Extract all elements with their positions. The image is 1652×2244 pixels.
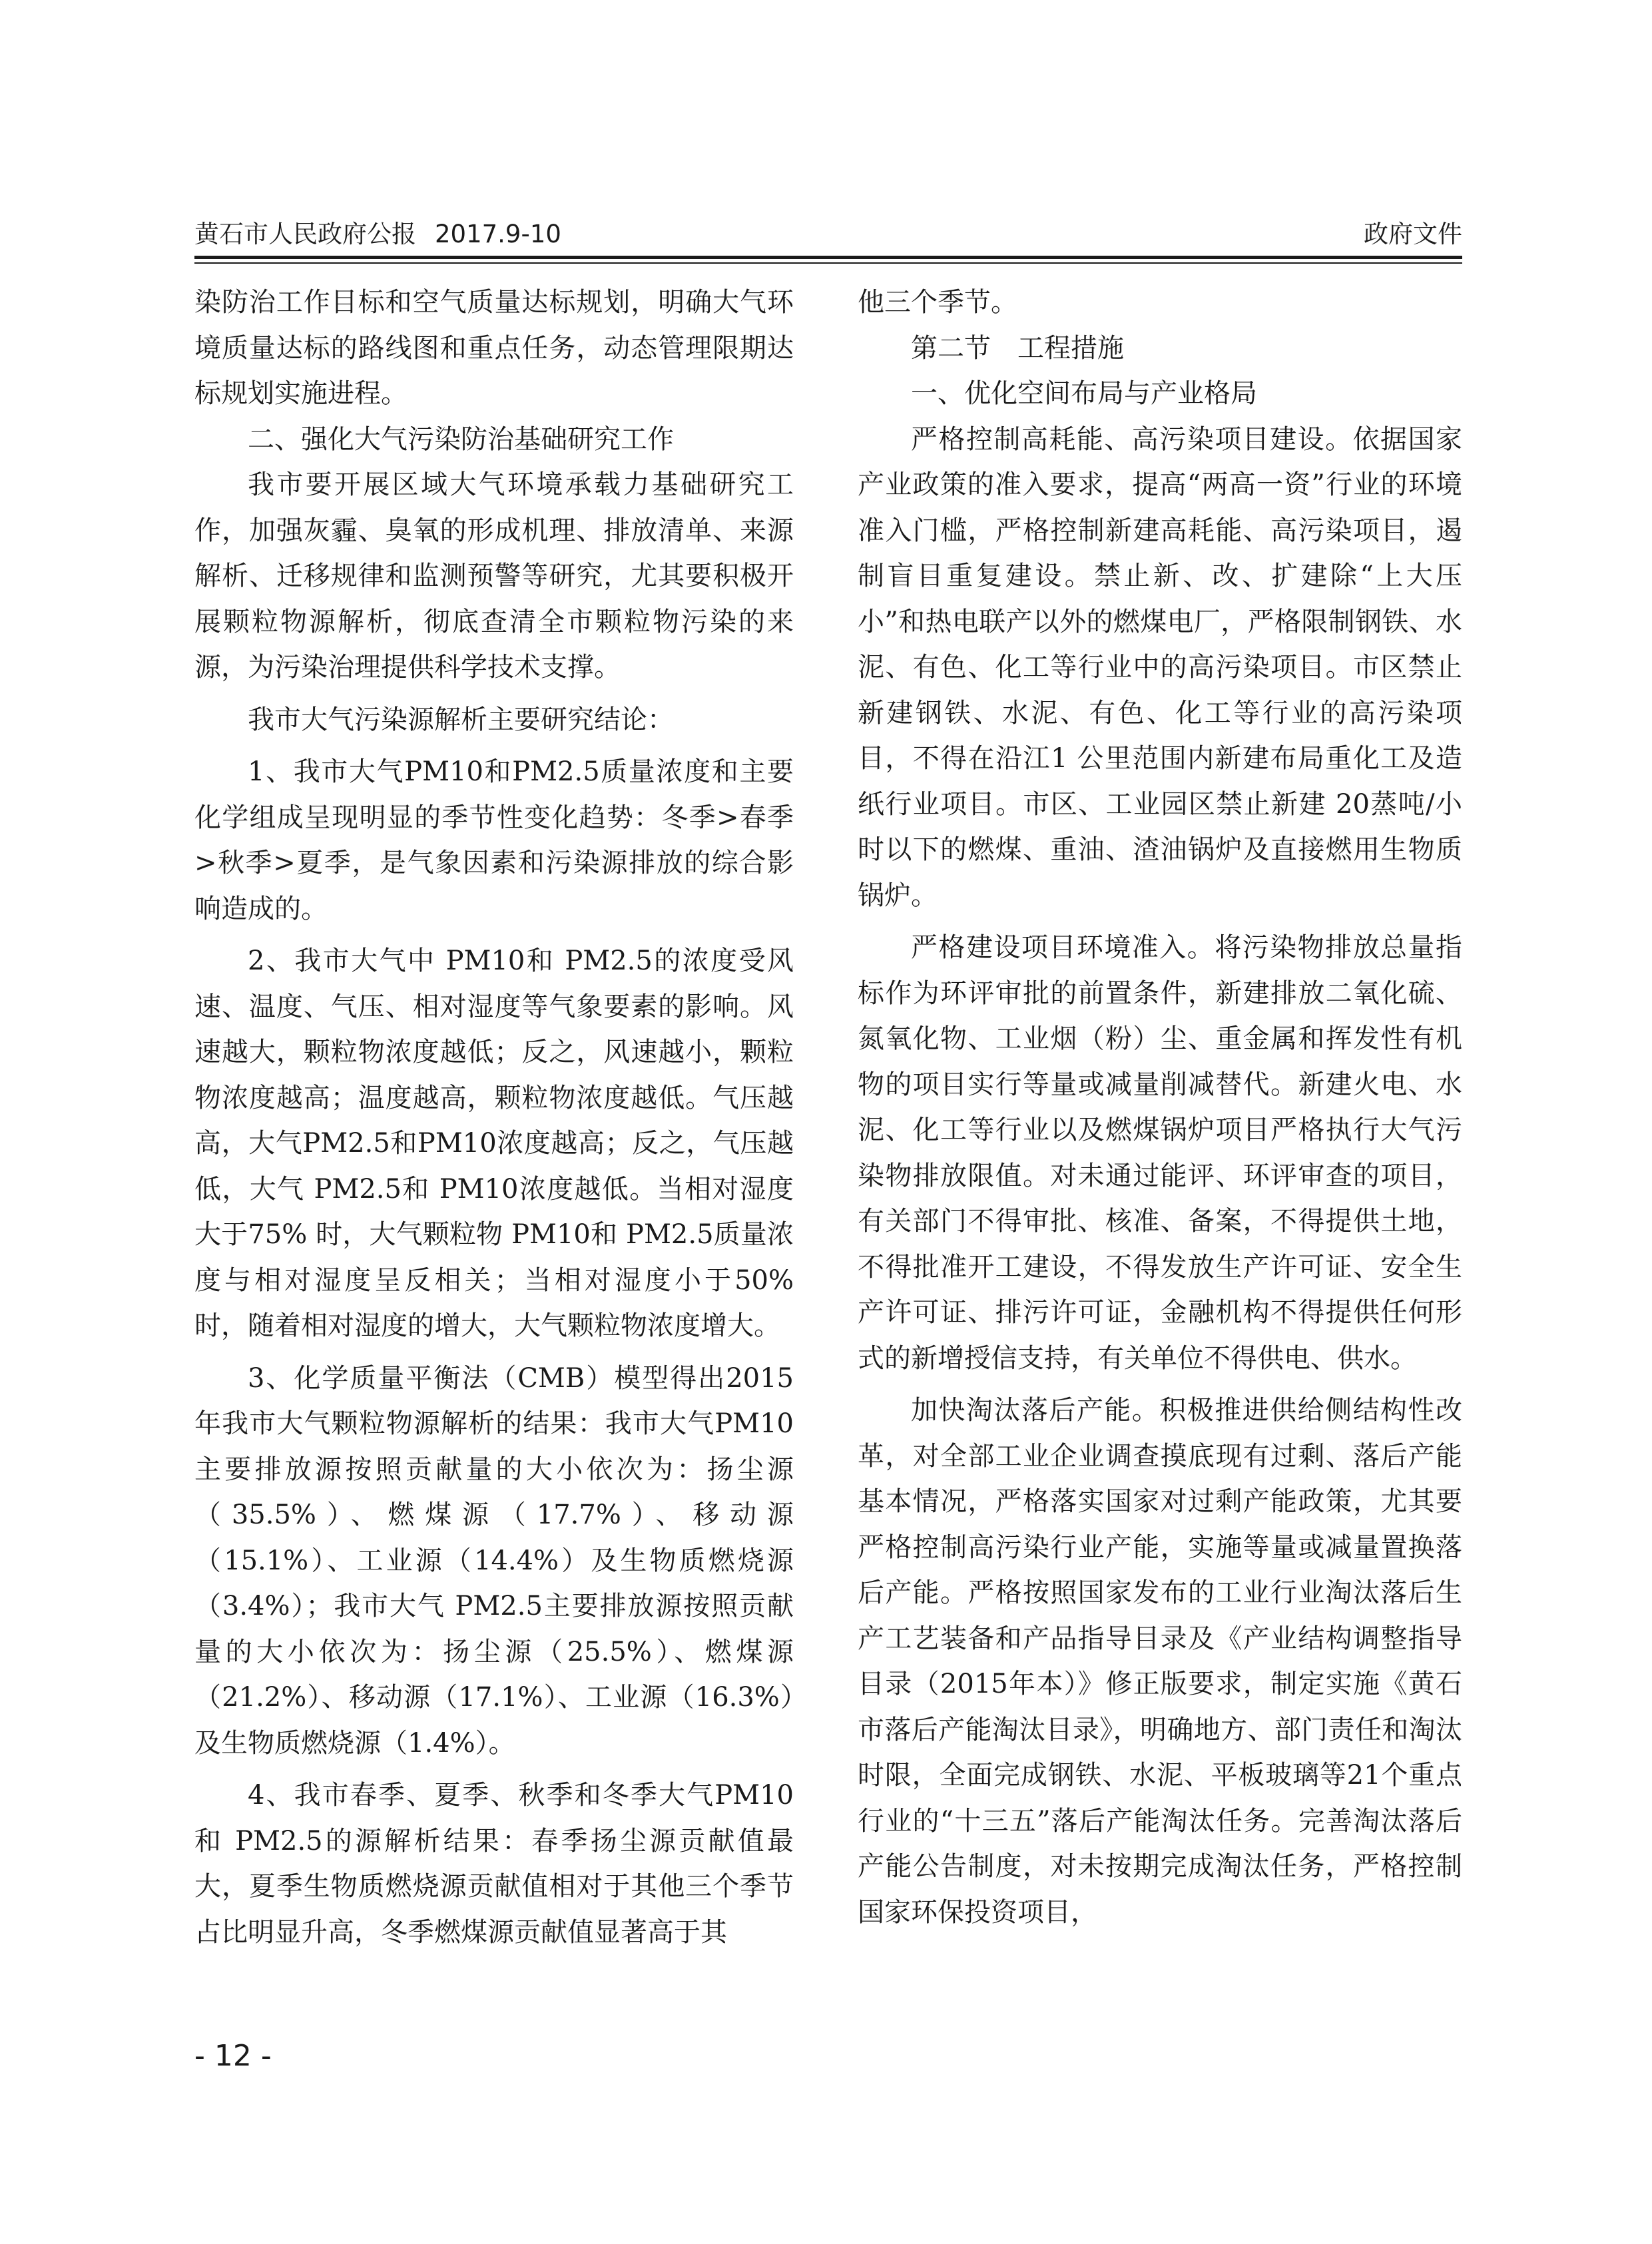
paragraph-high-pollution-control: 严格控制高耗能、高污染项目建设。依据国家产业政策的准入要求，提高“两高一资”行业的环境准入门槛，严格控制新建高耗能、高污染项目，遏制盲目重复建设。禁止新、改、扩建除“上大压小”和热电联产以外的燃煤电厂，严格限制钢铁、水泥、有色、化工等行业中的高污染项目。市区禁止新建钢铁、水泥、有色、化工等行业的高污染项目，不得在沿江1 公里范围内新建布局重化工及造纸行业项目。市区、工业园区禁止新建 20蒸吨/小时以下的燃煤、重油、渣油锅炉及直接燃用生物质锅炉。 xyxy=(858,423,1462,911)
paragraph-continued: 染防治工作目标和空气质量达标规划，明确大气环境质量达标的路线图和重点任务，动态管理限期达标规划实施进程。 xyxy=(194,287,794,409)
paragraph-conclusion-1: 1、我市大气PM10和PM2.5质量浓度和主要化学组成呈现明显的季节性变化趋势：冬季>春季>秋季>夏季，是气象因素和污染源排放的综合影响造成的。 xyxy=(194,756,794,924)
section-title: 政府文件 xyxy=(1364,220,1462,248)
header-rule-thick xyxy=(194,256,1462,259)
paragraph-eliminate-capacity: 加快淘汰落后产能。积极推进供给侧结构性改革，对全部工业企业调查摸底现有过剩、落后产能基本情况，严格落实国家对过剩产能政策，尤其要严格控制高污染行业产能，实施等量或减量置换落后产能。严格按照国家发布的工业行业淘汰落后生产工艺装备和产品指导目录及《产业结构调整指导目录（2015年本）》修正版要求，制定实施《黄石市落后产能淘汰目录》，明确地方、部门责任和淘汰时限，全面完成钢铁、水泥、平板玻璃等21个重点行业的“十三五”落后产能淘汰任务。完善淘汰落后产能公告制度，对未按期完成淘汰任务，严格控制国家环保投资项目， xyxy=(858,1395,1462,1928)
paragraph-conclusion-4: 4、我市春季、夏季、秋季和冬季大气PM10和 PM2.5的源解析结果：春季扬尘源贡献值最大，夏季生物质燃烧源贡献值相对于其他三个季节占比明显升高，冬季燃煤源贡献值显著高于其 xyxy=(194,1780,794,1948)
page-header xyxy=(194,214,1462,254)
header-left xyxy=(194,214,580,254)
subsection-heading-layout: 一、优化空间布局与产业格局 xyxy=(911,378,1257,409)
section-heading-research: 二、强化大气污染防治基础研究工作 xyxy=(248,423,674,455)
publication-title: 黄石市人民政府公报 xyxy=(194,220,416,248)
paragraph-research: 我市要开展区域大气环境承载力基础研究工作，加强灰霾、臭氧的形成机理、排放清单、来源解析、迁移规律和监测预警等研究，尤其要积极开展颗粒物源解析，彻底查清全市颗粒物污染的来源，为污染治理提供科学技术支撑。 xyxy=(194,469,794,683)
paragraph-environment-access: 严格建设项目环境准入。将污染物排放总量指标作为环评审批的前置条件，新建排放二氧化硫、氮氧化物、工业烟（粉）尘、重金属和挥发性有机物的项目实行等量或减量削减替代。新建火电、水泥、化工等行业以及燃煤锅炉项目严格执行大气污染物排放限值。对未通过能评、环评审查的项目，有关部门不得审批、核准、备案，不得提供土地，不得批准开工建设，不得发放生产许可证、安全生产许可证、排污许可证，金融机构不得提供任何形式的新增授信支持，有关单位不得供电、供水。 xyxy=(858,932,1462,1374)
header-rule-thin xyxy=(194,262,1462,264)
paragraph-conclusion-3: 3、化学质量平衡法（CMB）模型得出2015年我市大气颗粒物源解析的结果：我市大气PM10主要排放源按照贡献量的大小依次为：扬尘源（35.5%）、燃煤源（17.7%）、移动源（15.1%）、工业源（14.4%）及生物质燃烧源（3.4%）；我市大气 PM2.5主要排放源按照贡献量的大小依次为：扬尘源（25.5%）、燃煤源（21.2%）、移动源（17.1%）、工业源（16.3%）及生物质燃烧源（1.4%）。 xyxy=(194,1362,794,1759)
page-number: - 12 - xyxy=(194,2039,272,2073)
right-column xyxy=(858,280,1462,1935)
paragraph-conclusion-2: 2、我市大气中 PM10和 PM2.5的浓度受风速、温度、气压、相对湿度等气象要素的影响。风速越大，颗粒物浓度越低；反之，风速越小，颗粒物浓度越高；温度越高，颗粒物浓度越低。气压越高，大气PM2.5和PM10浓度越高；反之，气压越低，大气 PM2.5和 PM10浓度越低。当相对湿度大于75% 时，大气颗粒物 PM10和 PM2.5质量浓度与相对湿度呈反相关；当相对湿度小于50% 时，随着相对湿度的增大，大气颗粒物浓度增大。 xyxy=(194,946,794,1341)
paragraph-continued-right: 他三个季节。 xyxy=(858,287,1017,318)
issue-number: 2017.9-10 xyxy=(435,220,561,248)
paragraph-conclusions-intro: 我市大气污染源解析主要研究结论： xyxy=(248,704,674,735)
chapter-section-heading: 第二节 工程措施 xyxy=(911,332,1124,364)
left-column xyxy=(194,280,794,1955)
